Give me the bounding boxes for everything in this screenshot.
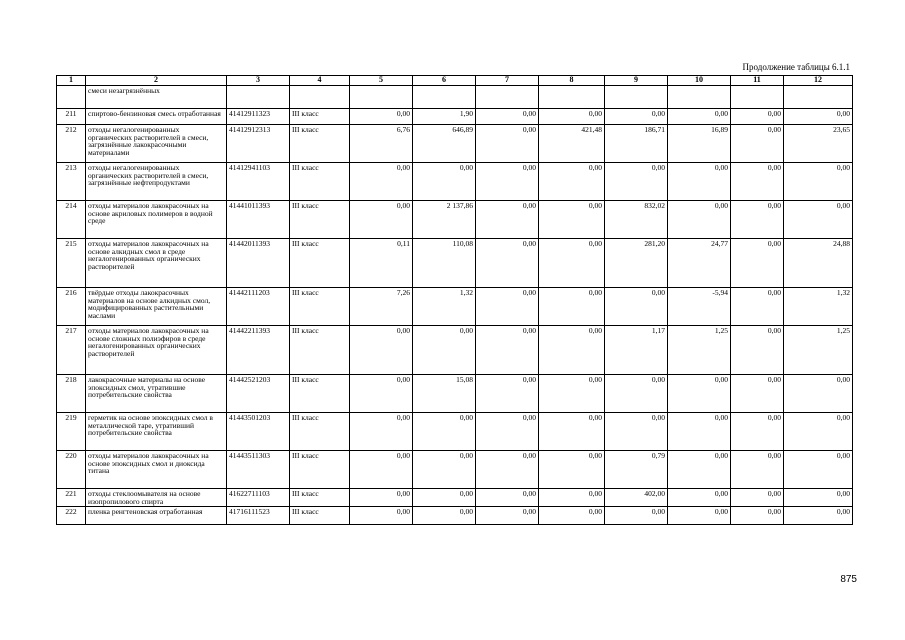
column-header: 5 (350, 76, 413, 86)
value-cell: 0,00 (668, 375, 731, 413)
value-cell: 0,00 (413, 326, 476, 375)
waste-name-cell: спиртово-бензиновая смесь отработанная (86, 109, 227, 125)
waste-name-cell: отходы материалов лакокрасочных на основе акриловых полимеров в водной среде (86, 201, 227, 239)
value-cell: 0,00 (539, 413, 605, 451)
value-cell: 110,08 (413, 239, 476, 288)
hazard-class-cell: III класс (290, 239, 350, 288)
value-cell: 0,00 (731, 451, 784, 489)
value-cell: 0,00 (731, 326, 784, 375)
value-cell: 0,00 (539, 109, 605, 125)
fkko-code-cell: 41441011393 (227, 201, 290, 239)
value-cell: 0,00 (413, 507, 476, 525)
value-cell: 1,32 (413, 288, 476, 326)
hazard-class-cell: III класс (290, 163, 350, 201)
column-header: 9 (605, 76, 668, 86)
value-cell: 7,26 (350, 288, 413, 326)
hazard-class-cell: III класс (290, 375, 350, 413)
table-row (57, 86, 853, 109)
value-cell: 1,32 (784, 288, 853, 326)
table-caption: Продолжение таблицы 6.1.1 (742, 62, 850, 72)
waste-name-cell: отходы материалов лакокрасочных на основе сложных полиэфиров в среде негалогенированных органических растворителей (86, 326, 227, 375)
value-cell: 0,00 (605, 375, 668, 413)
table-row (57, 288, 853, 326)
value-cell: 15,08 (413, 375, 476, 413)
table-row (57, 109, 853, 125)
table-row (57, 201, 853, 239)
value-cell: 2 137,86 (413, 201, 476, 239)
row-number-cell: 218 (57, 375, 86, 413)
table-row (57, 451, 853, 489)
value-cell: 0,00 (476, 375, 539, 413)
value-cell: 0,00 (350, 451, 413, 489)
value-cell: 0,00 (350, 326, 413, 375)
row-number-cell: 222 (57, 507, 86, 525)
fkko-code-cell: 41716111523 (227, 507, 290, 525)
value-cell: 0,00 (539, 489, 605, 507)
hazard-class-cell (290, 86, 350, 109)
waste-name-cell: отходы негалогенированных органических растворителей в смеси, загрязнённые нефтепродуктами (86, 163, 227, 201)
value-cell: 0,00 (668, 413, 731, 451)
row-number-cell (57, 86, 86, 109)
row-number-cell: 221 (57, 489, 86, 507)
column-header: 10 (668, 76, 731, 86)
fkko-code-cell: 41442521203 (227, 375, 290, 413)
value-cell: 0,00 (539, 451, 605, 489)
waste-name-cell: лакокрасочные материалы на основе эпоксидных смол, утратившие потребительские свойства (86, 375, 227, 413)
row-number-cell: 219 (57, 413, 86, 451)
value-cell: 0,00 (784, 109, 853, 125)
hazard-class-cell: III класс (290, 451, 350, 489)
waste-name-cell: отходы материалов лакокрасочных на основе алкидных смол в среде негалогенированных органических растворителей (86, 239, 227, 288)
value-cell: 23,65 (784, 125, 853, 163)
value-cell: 0,00 (731, 125, 784, 163)
column-header: 3 (227, 76, 290, 86)
value-cell: 0,00 (350, 489, 413, 507)
value-cell: 0,00 (784, 375, 853, 413)
value-cell: 0,00 (731, 413, 784, 451)
row-number-cell: 213 (57, 163, 86, 201)
value-cell: 0,00 (539, 239, 605, 288)
value-cell: 0,00 (668, 163, 731, 201)
value-cell: 281,20 (605, 239, 668, 288)
value-cell: 0,00 (784, 201, 853, 239)
value-cell: 832,02 (605, 201, 668, 239)
fkko-code-cell (227, 86, 290, 109)
column-header: 12 (784, 76, 853, 86)
waste-name-cell: твёрдые отходы лакокрасочных материалов на основе алкидных смол, модифицированных растительными маслами (86, 288, 227, 326)
value-cell: 6,76 (350, 125, 413, 163)
value-cell: 0,00 (413, 451, 476, 489)
value-cell: 0,00 (476, 163, 539, 201)
value-cell (350, 86, 413, 109)
value-cell (784, 86, 853, 109)
value-cell: 0,00 (350, 109, 413, 125)
value-cell: 0,00 (731, 375, 784, 413)
fkko-code-cell: 41443501203 (227, 413, 290, 451)
column-header: 6 (413, 76, 476, 86)
value-cell: 0,00 (731, 288, 784, 326)
waste-name-cell: смеси незагрязнённых (86, 86, 227, 109)
value-cell: 0,00 (350, 413, 413, 451)
value-cell: 0,00 (476, 451, 539, 489)
waste-name-cell: отходы материалов лакокрасочных на основе эпоксидных смол и диоксида титана (86, 451, 227, 489)
hazard-class-cell: III класс (290, 288, 350, 326)
value-cell: 0,00 (476, 489, 539, 507)
value-cell: 0,00 (784, 413, 853, 451)
value-cell: 0,00 (605, 507, 668, 525)
value-cell: 0,00 (413, 413, 476, 451)
value-cell: 0,00 (731, 507, 784, 525)
value-cell: 0,00 (539, 507, 605, 525)
value-cell: 0,00 (350, 163, 413, 201)
value-cell: 0,00 (731, 163, 784, 201)
hazard-class-cell: III класс (290, 413, 350, 451)
value-cell: 0,00 (413, 489, 476, 507)
value-cell: 0,00 (476, 507, 539, 525)
table-row (57, 413, 853, 451)
table-row (57, 375, 853, 413)
value-cell: 0,00 (668, 451, 731, 489)
value-cell: 0,00 (668, 507, 731, 525)
value-cell: 0,00 (413, 163, 476, 201)
value-cell: 0,00 (539, 201, 605, 239)
value-cell (476, 86, 539, 109)
value-cell: 0,00 (668, 489, 731, 507)
row-number-cell: 220 (57, 451, 86, 489)
value-cell: 0,00 (731, 489, 784, 507)
column-header: 1 (57, 76, 86, 86)
value-cell: 0,00 (539, 326, 605, 375)
value-cell: 16,89 (668, 125, 731, 163)
value-cell: 646,89 (413, 125, 476, 163)
table-row (57, 489, 853, 507)
value-cell: 0,00 (784, 507, 853, 525)
hazard-class-cell: III класс (290, 489, 350, 507)
fkko-code-cell: 41442111203 (227, 288, 290, 326)
value-cell (605, 86, 668, 109)
value-cell: 0,00 (605, 163, 668, 201)
fkko-code-cell: 41443511303 (227, 451, 290, 489)
value-cell: 0,11 (350, 239, 413, 288)
hazard-class-cell: III класс (290, 201, 350, 239)
row-number-cell: 211 (57, 109, 86, 125)
value-cell: 0,00 (476, 201, 539, 239)
hazard-class-cell: III класс (290, 507, 350, 525)
value-cell: 1,17 (605, 326, 668, 375)
fkko-code-cell: 41412911323 (227, 109, 290, 125)
value-cell: 0,00 (784, 489, 853, 507)
value-cell: 421,48 (539, 125, 605, 163)
value-cell: 0,00 (668, 109, 731, 125)
hazard-class-cell: III класс (290, 125, 350, 163)
value-cell: 0,00 (350, 507, 413, 525)
header-row (57, 76, 853, 86)
column-header: 2 (86, 76, 227, 86)
column-header: 4 (290, 76, 350, 86)
column-header: 7 (476, 76, 539, 86)
value-cell: 1,25 (784, 326, 853, 375)
value-cell: 0,00 (731, 239, 784, 288)
table-row (57, 125, 853, 163)
value-cell: 0,00 (605, 288, 668, 326)
value-cell: 0,00 (476, 326, 539, 375)
column-header: 8 (539, 76, 605, 86)
page-number: 875 (840, 574, 857, 585)
value-cell: 0,00 (476, 125, 539, 163)
row-number-cell: 217 (57, 326, 86, 375)
value-cell: 1,90 (413, 109, 476, 125)
waste-table (56, 75, 853, 525)
value-cell: 0,00 (731, 109, 784, 125)
value-cell: 0,00 (539, 375, 605, 413)
row-number-cell: 212 (57, 125, 86, 163)
value-cell: 0,00 (476, 288, 539, 326)
fkko-code-cell: 41622711103 (227, 489, 290, 507)
row-number-cell: 215 (57, 239, 86, 288)
fkko-code-cell: 41412941103 (227, 163, 290, 201)
value-cell (731, 86, 784, 109)
waste-name-cell: герметик на основе эпоксидных смол в металлической таре, утративший потребительские свойства (86, 413, 227, 451)
value-cell: 0,00 (605, 109, 668, 125)
value-cell (413, 86, 476, 109)
value-cell: 0,00 (476, 109, 539, 125)
table-row (57, 163, 853, 201)
value-cell: 402,00 (605, 489, 668, 507)
table-row (57, 507, 853, 525)
column-header: 11 (731, 76, 784, 86)
table-row (57, 326, 853, 375)
value-cell: 24,77 (668, 239, 731, 288)
fkko-code-cell: 41412912313 (227, 125, 290, 163)
value-cell: 0,00 (731, 201, 784, 239)
value-cell: 0,00 (605, 413, 668, 451)
value-cell: 0,00 (350, 201, 413, 239)
value-cell: 0,79 (605, 451, 668, 489)
value-cell: 0,00 (350, 375, 413, 413)
waste-name-cell: пленка ренгтеновская отработанная (86, 507, 227, 525)
waste-name-cell: отходы негалогенированных органических растворителей в смеси, загрязнённые лакокрасочными материалами (86, 125, 227, 163)
value-cell: 0,00 (539, 163, 605, 201)
value-cell: 0,00 (784, 451, 853, 489)
value-cell (539, 86, 605, 109)
value-cell: 0,00 (476, 413, 539, 451)
value-cell (668, 86, 731, 109)
row-number-cell: 214 (57, 201, 86, 239)
value-cell: 1,25 (668, 326, 731, 375)
value-cell: 0,00 (539, 288, 605, 326)
row-number-cell: 216 (57, 288, 86, 326)
hazard-class-cell: III класс (290, 109, 350, 125)
fkko-code-cell: 41442211393 (227, 326, 290, 375)
waste-name-cell: отходы стеклоомывателя на основе изопропилового спирта (86, 489, 227, 507)
value-cell: 0,00 (784, 163, 853, 201)
value-cell: 0,00 (476, 239, 539, 288)
value-cell: 0,00 (668, 201, 731, 239)
value-cell: -5,94 (668, 288, 731, 326)
value-cell: 24,88 (784, 239, 853, 288)
table-row (57, 239, 853, 288)
fkko-code-cell: 41442011393 (227, 239, 290, 288)
hazard-class-cell: III класс (290, 326, 350, 375)
value-cell: 186,71 (605, 125, 668, 163)
